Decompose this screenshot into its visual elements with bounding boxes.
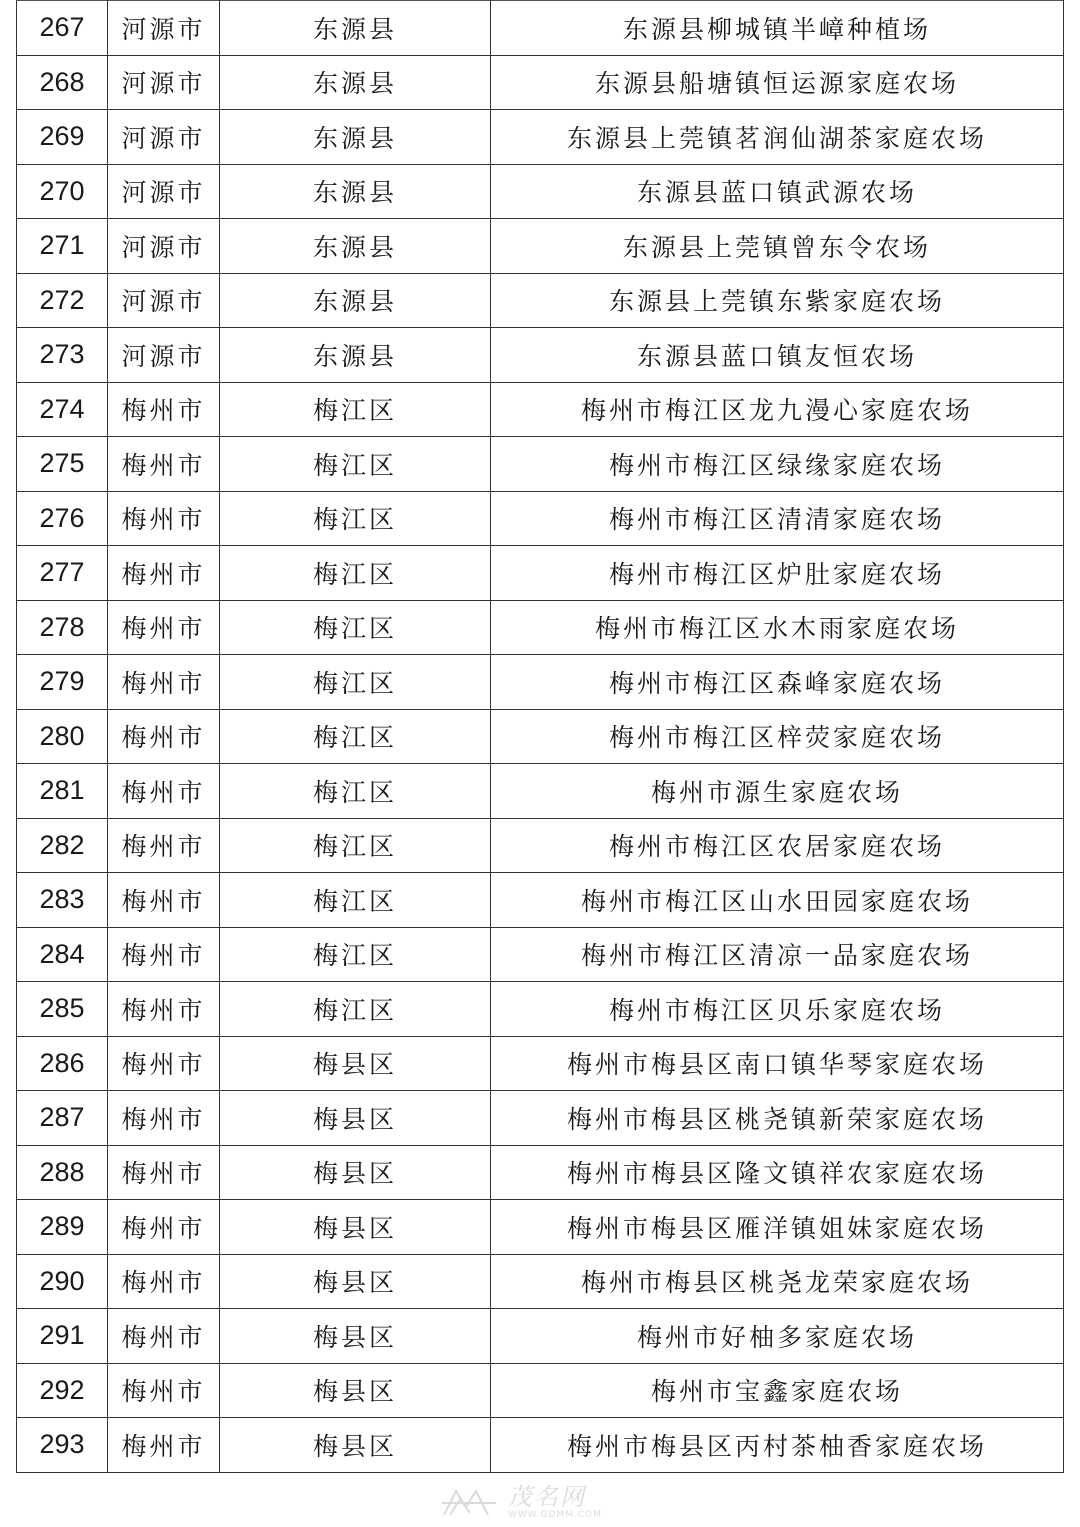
county-cell: 梅江区 [220, 382, 491, 437]
table-row [17, 1145, 1064, 1200]
watermark [440, 1482, 660, 1522]
farm-name-cell: 梅州市梅县区雁洋镇姐妹家庭农场 [491, 1200, 1064, 1255]
farm-name-cell: 梅州市梅县区桃尧龙荣家庭农场 [491, 1254, 1064, 1309]
city-cell: 梅州市 [108, 600, 220, 655]
county-cell: 梅江区 [220, 655, 491, 710]
farm-name-cell: 梅州市梅江区水木雨家庭农场 [491, 600, 1064, 655]
row-number-cell: 268 [17, 55, 108, 110]
farm-name-cell: 东源县船塘镇恒运源家庭农场 [491, 55, 1064, 110]
farm-name-cell: 东源县柳城镇半嶂种植场 [491, 1, 1064, 56]
city-cell: 梅州市 [108, 1418, 220, 1473]
table-row [17, 927, 1064, 982]
farm-name-cell: 梅州市梅江区清清家庭农场 [491, 491, 1064, 546]
farm-name-cell: 梅州市梅江区清凉一品家庭农场 [491, 927, 1064, 982]
farm-name-cell: 东源县蓝口镇友恒农场 [491, 328, 1064, 383]
farm-name-cell: 东源县上莞镇曾东令农场 [491, 219, 1064, 274]
county-cell: 梅江区 [220, 546, 491, 601]
row-number-cell: 284 [17, 927, 108, 982]
city-cell: 梅州市 [108, 818, 220, 873]
row-number-cell: 290 [17, 1254, 108, 1309]
county-cell: 梅县区 [220, 1036, 491, 1091]
city-cell: 梅州市 [108, 382, 220, 437]
row-number-cell: 278 [17, 600, 108, 655]
county-cell: 梅江区 [220, 764, 491, 819]
city-cell: 河源市 [108, 273, 220, 328]
row-number-cell: 273 [17, 328, 108, 383]
row-number-cell: 291 [17, 1309, 108, 1364]
farm-name-cell: 梅州市梅江区森峰家庭农场 [491, 655, 1064, 710]
city-cell: 河源市 [108, 328, 220, 383]
row-number-cell: 272 [17, 273, 108, 328]
county-cell: 梅县区 [220, 1145, 491, 1200]
city-cell: 梅州市 [108, 491, 220, 546]
city-cell: 梅州市 [108, 982, 220, 1037]
table-row [17, 110, 1064, 165]
table-row [17, 1309, 1064, 1364]
city-cell: 梅州市 [108, 437, 220, 492]
table-row [17, 982, 1064, 1037]
city-cell: 梅州市 [108, 927, 220, 982]
county-cell: 东源县 [220, 1, 491, 56]
row-number-cell: 267 [17, 1, 108, 56]
row-number-cell: 275 [17, 437, 108, 492]
table-row [17, 1418, 1064, 1473]
row-number-cell: 269 [17, 110, 108, 165]
row-number-cell: 289 [17, 1200, 108, 1255]
mm-logo-icon [440, 1485, 498, 1519]
table-row [17, 1254, 1064, 1309]
row-number-cell: 280 [17, 709, 108, 764]
farm-name-cell: 梅州市梅江区农居家庭农场 [491, 818, 1064, 873]
city-cell: 梅州市 [108, 709, 220, 764]
table-row [17, 437, 1064, 492]
city-cell: 河源市 [108, 164, 220, 219]
table-row [17, 655, 1064, 710]
table-row [17, 546, 1064, 601]
county-cell: 梅县区 [220, 1091, 491, 1146]
county-cell: 梅江区 [220, 927, 491, 982]
farm-name-cell: 梅州市梅县区丙村茶柚香家庭农场 [491, 1418, 1064, 1473]
county-cell: 梅县区 [220, 1309, 491, 1364]
farm-name-cell: 梅州市宝鑫家庭农场 [491, 1363, 1064, 1418]
farm-list-table [16, 0, 1064, 1473]
row-number-cell: 279 [17, 655, 108, 710]
table-row [17, 600, 1064, 655]
city-cell: 河源市 [108, 110, 220, 165]
row-number-cell: 288 [17, 1145, 108, 1200]
city-cell: 梅州市 [108, 655, 220, 710]
city-cell: 梅州市 [108, 1309, 220, 1364]
county-cell: 东源县 [220, 55, 491, 110]
row-number-cell: 274 [17, 382, 108, 437]
county-cell: 梅江区 [220, 709, 491, 764]
city-cell: 梅州市 [108, 1254, 220, 1309]
county-cell: 梅江区 [220, 437, 491, 492]
row-number-cell: 282 [17, 818, 108, 873]
farm-name-cell: 梅州市源生家庭农场 [491, 764, 1064, 819]
county-cell: 梅县区 [220, 1200, 491, 1255]
county-cell: 梅县区 [220, 1363, 491, 1418]
county-cell: 东源县 [220, 164, 491, 219]
row-number-cell: 286 [17, 1036, 108, 1091]
farm-name-cell: 梅州市梅县区南口镇华琴家庭农场 [491, 1036, 1064, 1091]
table-row [17, 818, 1064, 873]
table-row [17, 55, 1064, 110]
farm-name-cell: 梅州市梅江区绿缘家庭农场 [491, 437, 1064, 492]
row-number-cell: 270 [17, 164, 108, 219]
row-number-cell: 293 [17, 1418, 108, 1473]
farm-name-cell: 梅州市梅江区炉肚家庭农场 [491, 546, 1064, 601]
county-cell: 梅江区 [220, 600, 491, 655]
county-cell: 梅江区 [220, 491, 491, 546]
farm-name-cell: 梅州市梅江区龙九漫心家庭农场 [491, 382, 1064, 437]
row-number-cell: 277 [17, 546, 108, 601]
table-row [17, 1091, 1064, 1146]
county-cell: 梅江区 [220, 818, 491, 873]
table-row [17, 1200, 1064, 1255]
farm-name-cell: 梅州市梅江区贝乐家庭农场 [491, 982, 1064, 1037]
county-cell: 梅江区 [220, 873, 491, 928]
table-row [17, 709, 1064, 764]
row-number-cell: 283 [17, 873, 108, 928]
farm-name-cell: 梅州市好柚多家庭农场 [491, 1309, 1064, 1364]
city-cell: 河源市 [108, 1, 220, 56]
county-cell: 东源县 [220, 273, 491, 328]
county-cell: 梅县区 [220, 1418, 491, 1473]
row-number-cell: 276 [17, 491, 108, 546]
city-cell: 梅州市 [108, 764, 220, 819]
farm-name-cell: 东源县上莞镇茗润仙湖茶家庭农场 [491, 110, 1064, 165]
farm-name-cell: 梅州市梅江区山水田园家庭农场 [491, 873, 1064, 928]
county-cell: 梅江区 [220, 982, 491, 1037]
city-cell: 梅州市 [108, 1036, 220, 1091]
city-cell: 梅州市 [108, 873, 220, 928]
city-cell: 河源市 [108, 219, 220, 274]
farm-name-cell: 东源县上莞镇东紫家庭农场 [491, 273, 1064, 328]
farm-name-cell: 梅州市梅县区隆文镇祥农家庭农场 [491, 1145, 1064, 1200]
table-row [17, 764, 1064, 819]
table-row [17, 1036, 1064, 1091]
table-row [17, 382, 1064, 437]
city-cell: 梅州市 [108, 1091, 220, 1146]
farm-name-cell: 东源县蓝口镇武源农场 [491, 164, 1064, 219]
row-number-cell: 292 [17, 1363, 108, 1418]
table-row [17, 1363, 1064, 1418]
city-cell: 梅州市 [108, 546, 220, 601]
county-cell: 东源县 [220, 110, 491, 165]
row-number-cell: 287 [17, 1091, 108, 1146]
city-cell: 梅州市 [108, 1200, 220, 1255]
city-cell: 梅州市 [108, 1363, 220, 1418]
table-row [17, 491, 1064, 546]
county-cell: 东源县 [220, 219, 491, 274]
table-row [17, 873, 1064, 928]
county-cell: 东源县 [220, 328, 491, 383]
table-row [17, 273, 1064, 328]
city-cell: 河源市 [108, 55, 220, 110]
farm-list-body [17, 1, 1064, 1473]
row-number-cell: 271 [17, 219, 108, 274]
farm-name-cell: 梅州市梅江区梓荧家庭农场 [491, 709, 1064, 764]
table-row [17, 1, 1064, 56]
table-row [17, 219, 1064, 274]
city-cell: 梅州市 [108, 1145, 220, 1200]
row-number-cell: 285 [17, 982, 108, 1037]
row-number-cell: 281 [17, 764, 108, 819]
county-cell: 梅县区 [220, 1254, 491, 1309]
table-row [17, 328, 1064, 383]
watermark-url: WWW.GDMM.COM [508, 1509, 602, 1520]
watermark-brand: 茂名网 [508, 1482, 586, 1511]
farm-name-cell: 梅州市梅县区桃尧镇新荣家庭农场 [491, 1091, 1064, 1146]
table-row [17, 164, 1064, 219]
